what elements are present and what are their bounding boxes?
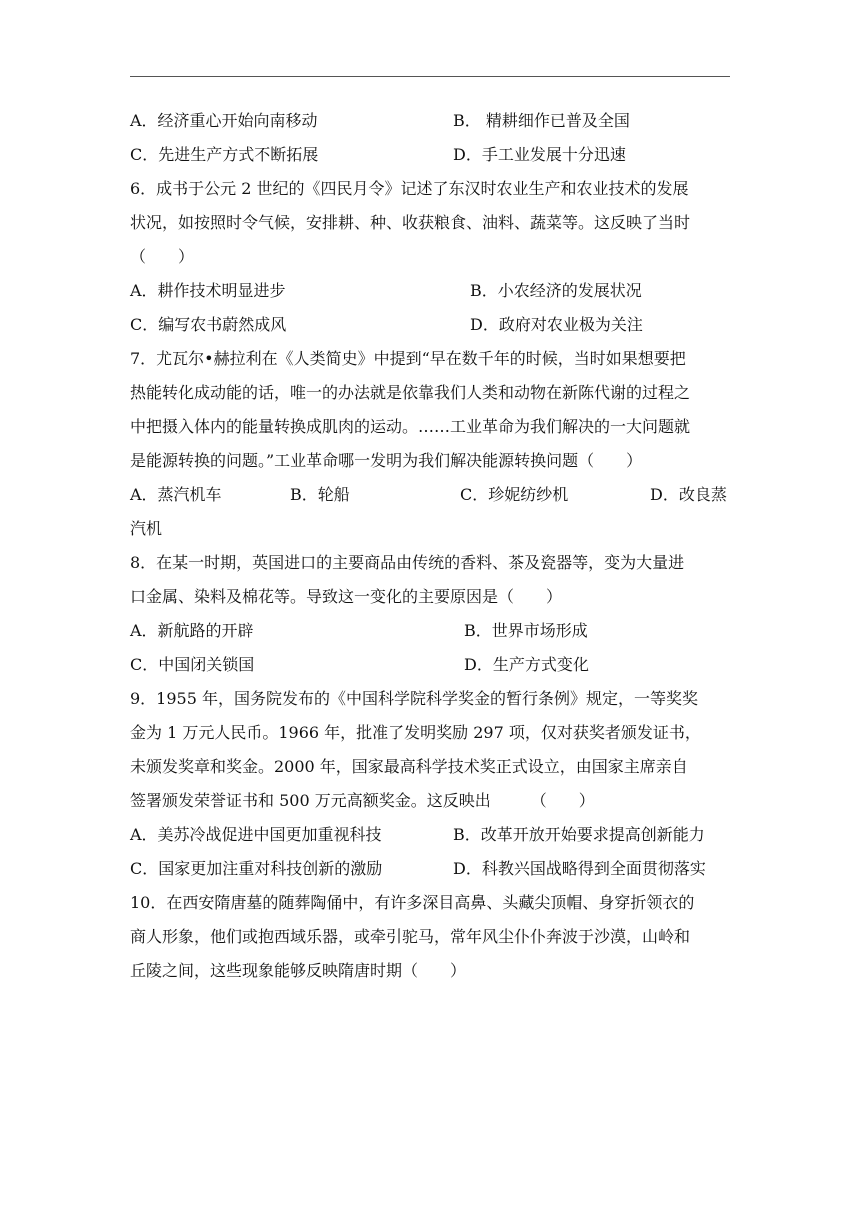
q8-option-d[interactable]: D．生产方式变化 bbox=[464, 655, 589, 674]
q9-stem-line-1: 9．1955 年，国务院发布的《中国科学院科学奖金的暂行条例》规定，一等奖奖 bbox=[130, 689, 698, 708]
q9-options-row-1 bbox=[130, 818, 730, 852]
q7-option-a[interactable]: A．蒸汽机车 bbox=[130, 485, 222, 504]
q10-stem-line-3: 丘陵之间，这些现象能够反映隋唐时期（ ） bbox=[130, 961, 467, 980]
q8-options-row-2 bbox=[130, 648, 730, 682]
q5-options-row-2 bbox=[130, 138, 730, 172]
q7-option-c[interactable]: C．珍妮纺纱机 bbox=[460, 485, 569, 504]
q8-option-a[interactable]: A．新航路的开辟 bbox=[130, 621, 254, 640]
q8-stem-line-2: 口金属、染料及棉花等。导致这一变化的主要原因是（ ） bbox=[130, 587, 563, 606]
q6-option-c[interactable]: C．编写农书蔚然成风 bbox=[130, 315, 287, 334]
q8-options-row-1 bbox=[130, 614, 730, 648]
q10-stem-line-1: 10．在西安隋唐墓的随葬陶俑中，有许多深目高鼻、头藏尖顶帽、身穿折领衣的 bbox=[130, 893, 695, 912]
q9-option-b[interactable]: B．改革开放开始要求提高创新能力 bbox=[453, 825, 705, 844]
q6-option-a[interactable]: A．耕作技术明显进步 bbox=[130, 281, 286, 300]
q6-option-d[interactable]: D．政府对农业极为关注 bbox=[470, 315, 643, 334]
q7-option-d-continued: 汽机 bbox=[130, 519, 163, 538]
q9-options-row-2 bbox=[130, 852, 730, 886]
q9-stem-line-3: 未颁发奖章和奖金。2000 年，国家最高科学技术奖正式设立，由国家主席亲自 bbox=[130, 757, 688, 776]
q6-stem-line-2: 状况，如按照时令气候，安排耕、种、收获粮食、油料、蔬菜等。这反映了当时 bbox=[130, 213, 691, 232]
q6-option-b[interactable]: B．小农经济的发展状况 bbox=[470, 281, 642, 300]
q8-option-c[interactable]: C．中国闭关锁国 bbox=[130, 655, 255, 674]
q7-stem-line-1: 7．尤瓦尔•赫拉利在《人类简史》中提到“早在数千年的时候，当时如果想要把 bbox=[130, 349, 686, 368]
q6-options-row-2 bbox=[130, 308, 730, 342]
q7-stem-line-4: 是能源转换的问题。”工业革命哪一发明为我们解决能源转换问题（ ） bbox=[130, 451, 643, 470]
q6-options-row-1 bbox=[130, 274, 730, 308]
q6-stem-line-3: （ ） bbox=[130, 247, 195, 266]
q5-option-d[interactable]: D．手工业发展十分迅速 bbox=[453, 145, 626, 164]
q10-stem-line-2: 商人形象，他们或抱西域乐器，或牵引驼马，常年风尘仆仆奔波于沙漠，山岭和 bbox=[130, 927, 691, 946]
q7-options-row bbox=[130, 478, 730, 512]
q5-option-a[interactable]: A．经济重心开始向南移动 bbox=[130, 111, 318, 130]
q5-options-row-1 bbox=[130, 104, 730, 138]
q7-option-d[interactable]: D．改良蒸 bbox=[650, 485, 727, 504]
q5-option-c[interactable]: C．先进生产方式不断拓展 bbox=[130, 145, 319, 164]
q9-option-c[interactable]: C．国家更加注重对科技创新的激励 bbox=[130, 859, 383, 878]
q9-stem-line-4: 签署颁发荣誉证书和 500 万元高额奖金。这反映出 （ ） bbox=[130, 791, 595, 810]
q7-stem-line-3: 中把摄入体内的能量转换成肌肉的运动。……工业革命为我们解决的一大问题就 bbox=[130, 417, 691, 436]
q9-option-d[interactable]: D．科教兴国战略得到全面贯彻落实 bbox=[453, 859, 706, 878]
header-rule bbox=[130, 76, 730, 77]
q6-stem-line-1: 6．成书于公元 2 世纪的《四民月令》记述了东汉时农业生产和农业技术的发展 bbox=[130, 179, 689, 198]
q8-option-b[interactable]: B．世界市场形成 bbox=[464, 621, 588, 640]
q5-option-b[interactable]: B． 精耕细作已普及全国 bbox=[453, 111, 630, 130]
question-content bbox=[130, 104, 730, 988]
q9-option-a[interactable]: A．美苏冷战促进中国更加重视科技 bbox=[130, 825, 382, 844]
q7-option-b[interactable]: B．轮船 bbox=[290, 485, 350, 504]
q8-stem-line-1: 8．在某一时期，英国进口的主要商品由传统的香料、茶及瓷器等，变为大量进 bbox=[130, 553, 685, 572]
q9-stem-line-2: 金为 1 万元人民币。1966 年，批准了发明奖励 297 项，仅对获奖者颁发证书， bbox=[130, 723, 701, 742]
q7-stem-line-2: 热能转化成动能的话，唯一的办法就是依靠我们人类和动物在新陈代谢的过程之 bbox=[130, 383, 691, 402]
